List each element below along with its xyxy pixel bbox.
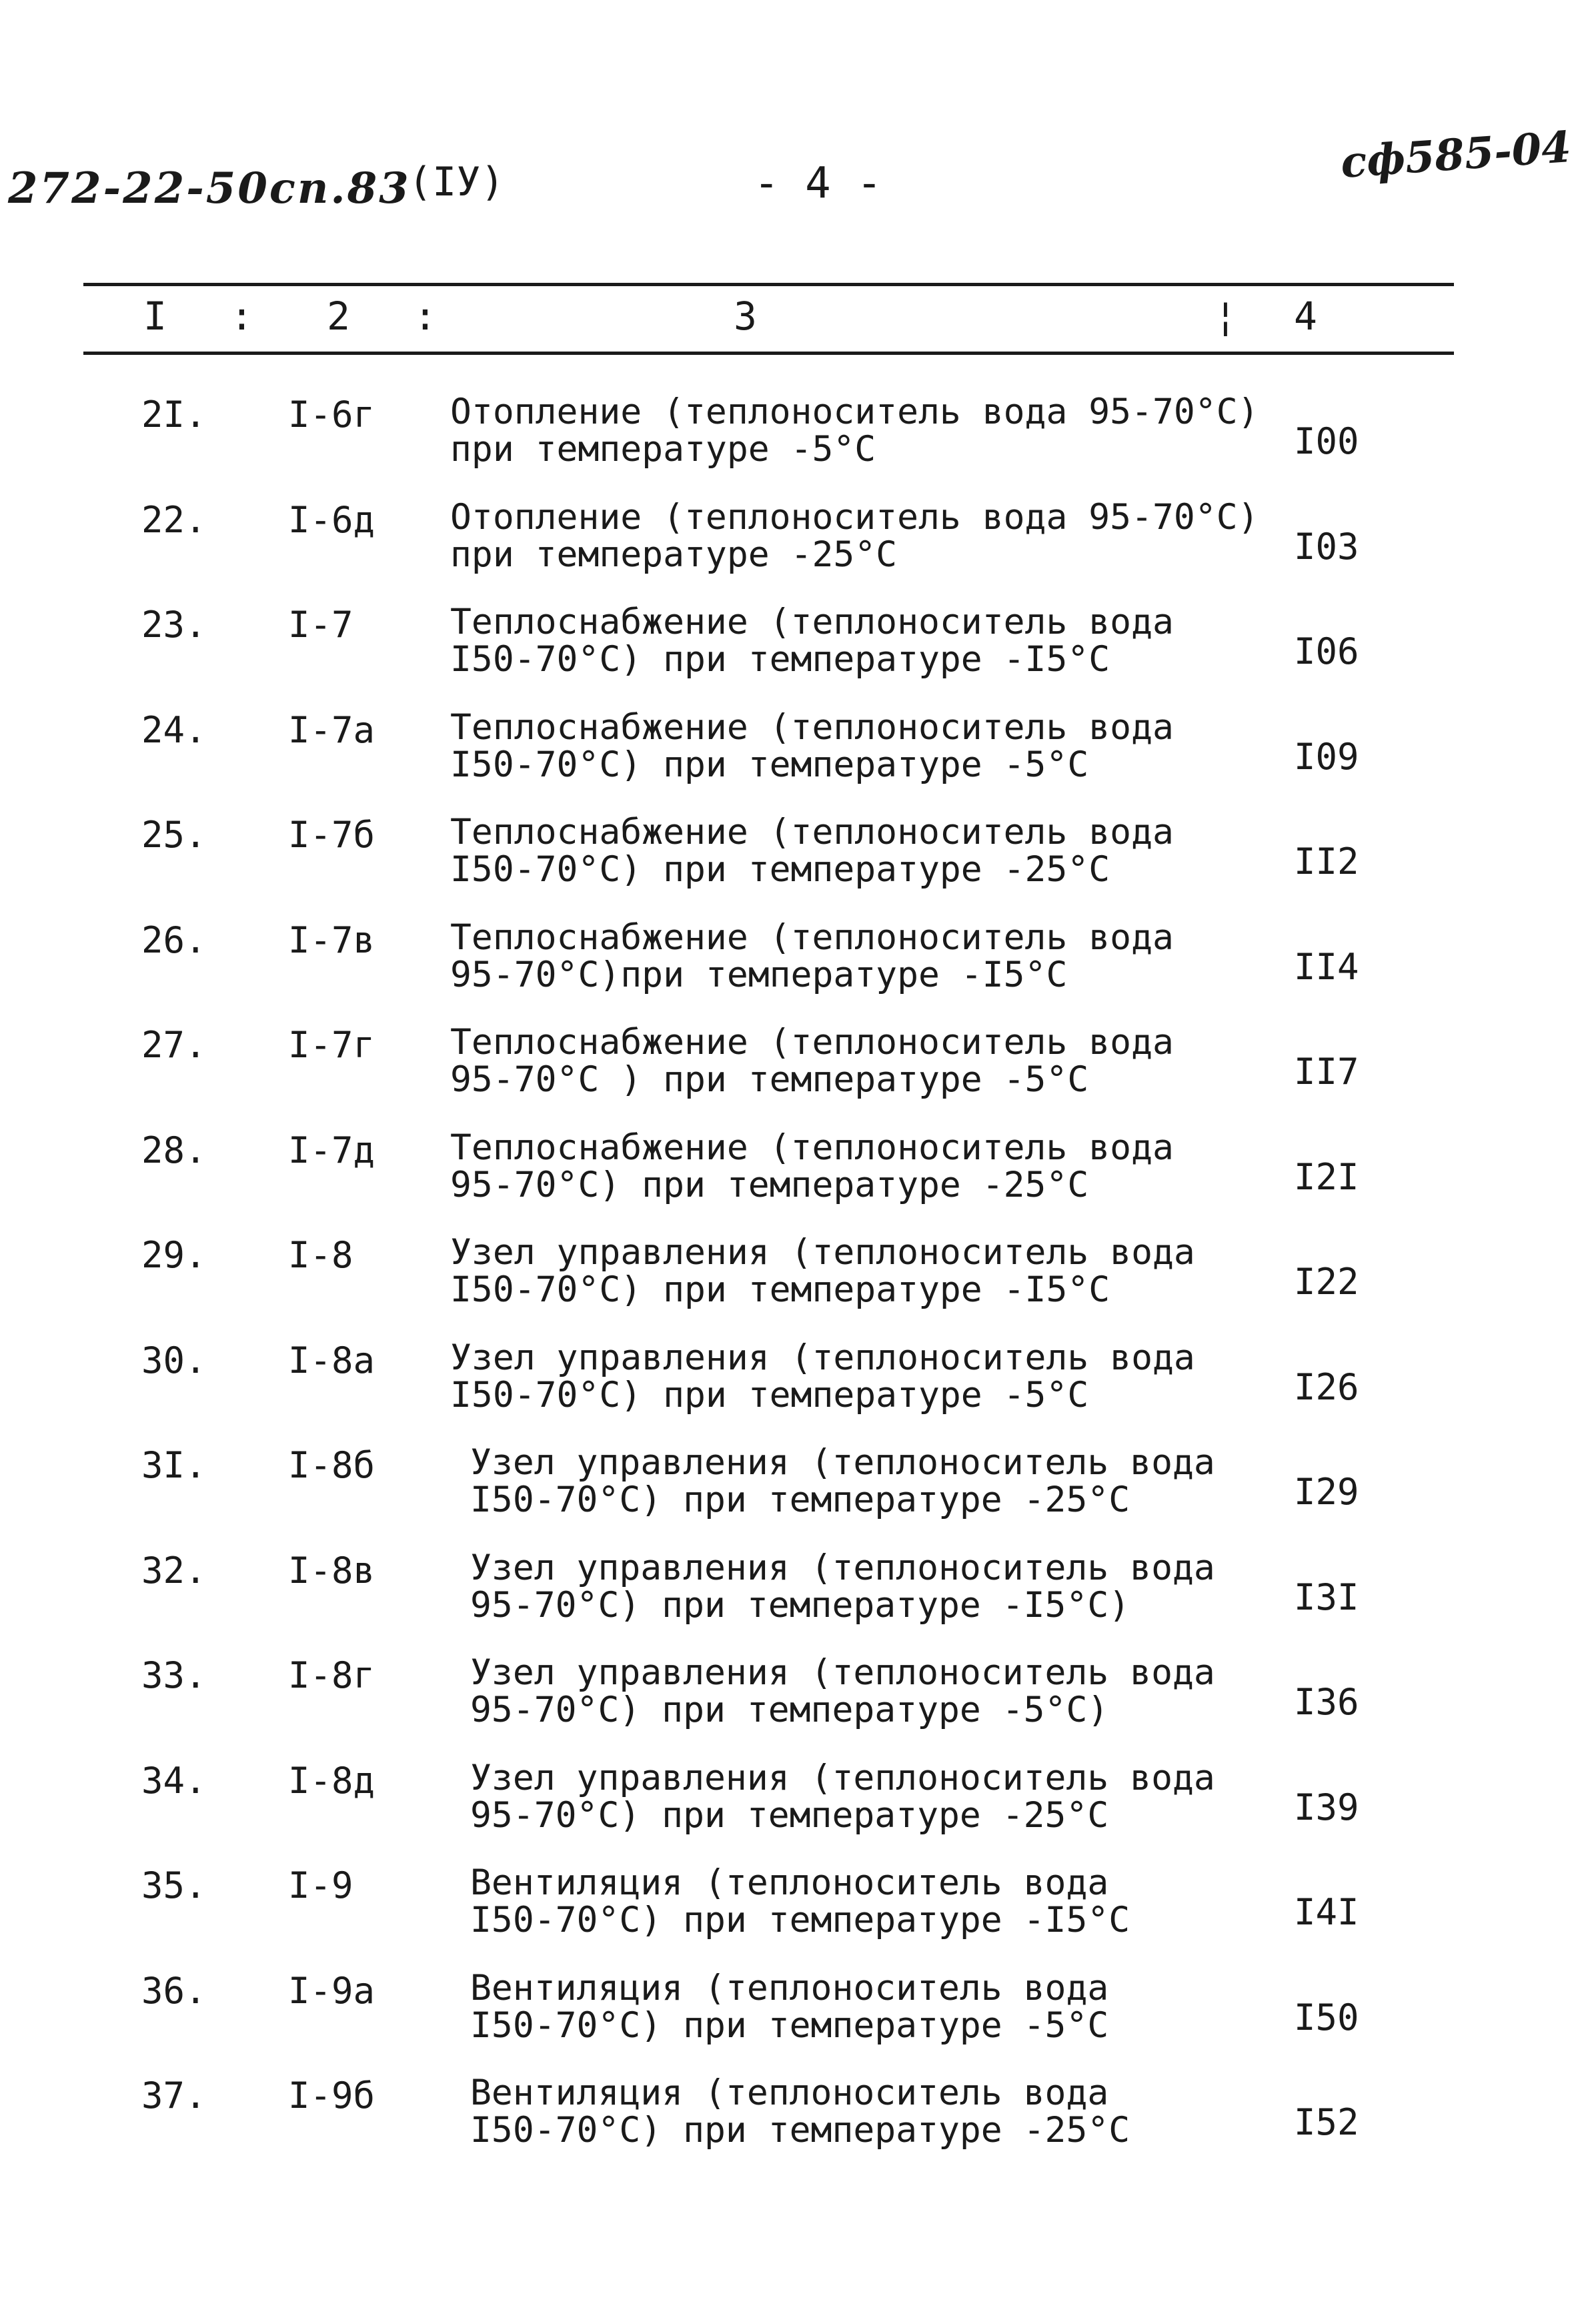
page-number: - 4 - [754, 159, 882, 208]
table-row [0, 919, 1590, 1025]
description-line-2: I50-70°С) при температуре -5°С [450, 1374, 1089, 1415]
table-row [0, 1864, 1590, 1970]
row-page: I4I [1294, 1891, 1359, 1933]
row-page: I2I [1294, 1155, 1359, 1198]
description-line-2: при температуре -5°С [450, 429, 876, 470]
table-row [0, 1024, 1590, 1129]
description-line-2: 95-70°С) при температуре -5°С) [470, 1690, 1109, 1730]
row-page: I26 [1294, 1365, 1359, 1408]
description-line-1: Теплоснабжение (теплоноситель вода [450, 812, 1174, 852]
row-code: I-8в [288, 1549, 375, 1592]
description-line-2: 95-70°С) при температуре -25°С [450, 1164, 1089, 1205]
row-code: I-8б [288, 1444, 375, 1486]
description-line-2: при температуре -25°С [450, 534, 898, 575]
row-page: II7 [1294, 1051, 1359, 1093]
row-page: I06 [1294, 630, 1359, 672]
volume-label: (IУ) [408, 159, 505, 205]
row-description [470, 2075, 1130, 2149]
table-row [0, 1547, 1590, 1655]
column-header-4: 4 [1294, 294, 1317, 339]
row-description [450, 1234, 1195, 1309]
row-number: 26. [141, 919, 207, 961]
row-description [450, 919, 1174, 994]
table-body [0, 394, 1590, 2180]
row-code: I-7д [288, 1129, 375, 1171]
row-number: 2I. [141, 394, 207, 436]
row-number: 25. [141, 814, 207, 856]
table-row [0, 1654, 1590, 1760]
table-header-rule [83, 352, 1454, 355]
row-code: I-7а [288, 708, 375, 751]
description-line-2: 95-70°С) при температуре -25°С [470, 1794, 1109, 1836]
description-line-1: Теплоснабжение (теплоноситель вода [450, 1127, 1174, 1168]
row-description [470, 1864, 1130, 1939]
description-line-2: I50-70°С) при температуре -5°С [450, 744, 1089, 785]
row-code: I-7г [288, 1024, 375, 1066]
column-header-2: 2 [327, 294, 350, 339]
row-number: 24. [141, 708, 207, 751]
column-separator: : [230, 294, 253, 339]
row-code: I-8д [288, 1759, 375, 1802]
row-code: I-7в [288, 919, 375, 961]
table-row [0, 1129, 1590, 1235]
row-page: I29 [1294, 1471, 1359, 1513]
row-code: I-6г [288, 394, 375, 436]
row-code: I-7 [288, 604, 353, 646]
row-description [450, 1339, 1195, 1414]
row-description [470, 1757, 1215, 1836]
row-number: 32. [141, 1549, 207, 1592]
row-page: I09 [1294, 735, 1359, 778]
description-line-1: Узел управления (теплоноситель вода [470, 1652, 1215, 1693]
row-page: I3I [1294, 1576, 1359, 1618]
description-line-1: Теплоснабжение (теплоноситель вода [450, 917, 1174, 958]
row-page: II4 [1294, 945, 1359, 988]
row-page: I52 [1294, 2101, 1359, 2143]
row-description [450, 706, 1174, 785]
row-page: I22 [1294, 1261, 1359, 1303]
description-line-1: Узел управления (теплоноситель вода [470, 1442, 1215, 1483]
table-row [0, 1339, 1590, 1445]
row-page: I50 [1294, 1996, 1359, 2039]
table-row [0, 496, 1590, 604]
row-code: I-9а [288, 1969, 375, 2012]
table-row [0, 814, 1590, 919]
row-page: I39 [1294, 1786, 1359, 1828]
row-description [450, 496, 1259, 575]
description-line-1: Вентиляция (теплоноситель вода [470, 1862, 1109, 1903]
row-code: I-8а [288, 1339, 375, 1381]
description-line-1: Узел управления (теплоноситель вода [470, 1757, 1215, 1798]
column-header-3: 3 [734, 294, 757, 339]
table-row [0, 394, 1590, 499]
description-line-1: Теплоснабжение (теплоноситель вода [450, 706, 1174, 748]
row-number: 35. [141, 1864, 207, 1906]
column-header-1: I [143, 294, 167, 339]
row-description [470, 1654, 1215, 1729]
description-line-1: Узел управления (теплоноситель вода [450, 1337, 1195, 1378]
table-top-rule [83, 283, 1454, 286]
description-line-2: I50-70°С) при температуре -I5°С [450, 1269, 1110, 1310]
row-number: 36. [141, 1969, 207, 2012]
description-line-1: Вентиляция (теплоноситель вода [470, 1967, 1109, 2008]
description-line-1: Отопление (теплоноситель вода 95-70°С) [450, 392, 1259, 432]
table-row [0, 706, 1590, 814]
description-line-1: Вентиляция (теплоноситель вода [470, 2073, 1109, 2113]
row-number: 3I. [141, 1444, 207, 1486]
table-row [0, 1757, 1590, 1865]
row-code: I-6д [288, 498, 375, 541]
table-row [0, 1967, 1590, 2075]
column-separator: ¦ [1214, 294, 1237, 339]
row-description [450, 394, 1259, 468]
row-page: I00 [1294, 420, 1359, 462]
row-number: 22. [141, 498, 207, 541]
row-page: I36 [1294, 1681, 1359, 1723]
description-line-2: I50-70°С) при температуре -25°С [450, 849, 1110, 890]
description-line-1: Узел управления (теплоноситель вода [450, 1232, 1195, 1273]
description-line-1: Теплоснабжение (теплоноситель вода [450, 602, 1174, 642]
row-description [450, 1024, 1174, 1099]
document-code: 272-22-50сп.83 [8, 163, 411, 213]
row-number: 30. [141, 1339, 207, 1381]
description-line-2: 95-70°С)при температуре -I5°С [450, 954, 1068, 995]
table-row [0, 1234, 1590, 1339]
description-line-1: Узел управления (теплоноситель вода [470, 1547, 1215, 1588]
description-line-2: I50-70°С) при температуре -5°С [470, 2004, 1109, 2046]
description-line-2: 95-70°С) при температуре -I5°С) [470, 1584, 1130, 1626]
row-description [450, 1129, 1174, 1204]
description-line-2: I50-70°С) при температуре -25°С [470, 1480, 1130, 1520]
description-line-1: Отопление (теплоноситель вода 95-70°С) [450, 496, 1259, 538]
description-line-2: I50-70°С) при температуре -I5°С [450, 639, 1110, 680]
description-line-2: 95-70°С ) при температуре -5°С [450, 1059, 1089, 1100]
sheet-code: сф585-04 [1339, 122, 1573, 188]
table-row [0, 1444, 1590, 1550]
row-number: 29. [141, 1234, 207, 1276]
table-row [0, 2075, 1590, 2180]
row-number: 28. [141, 1129, 207, 1171]
row-number: 33. [141, 1654, 207, 1696]
row-number: 27. [141, 1024, 207, 1066]
row-description [470, 1444, 1215, 1519]
row-page: II2 [1294, 840, 1359, 883]
column-separator: : [414, 294, 437, 339]
row-code: I-9б [288, 2075, 375, 2117]
description-line-2: I50-70°С) при температуре -I5°С [470, 1900, 1130, 1940]
row-description [470, 1967, 1109, 2046]
row-code: I-7б [288, 814, 375, 856]
row-number: 37. [141, 2075, 207, 2117]
row-code: I-8г [288, 1654, 375, 1696]
row-number: 34. [141, 1759, 207, 1802]
table-row [0, 604, 1590, 709]
row-number: 23. [141, 604, 207, 646]
row-description [450, 814, 1174, 889]
row-code: I-8 [288, 1234, 353, 1276]
description-line-2: I50-70°С) при температуре -25°С [470, 2110, 1130, 2151]
description-line-1: Теплоснабжение (теплоноситель вода [450, 1022, 1174, 1063]
row-description [450, 604, 1174, 678]
row-page: I03 [1294, 525, 1359, 568]
row-code: I-9 [288, 1864, 353, 1906]
row-description [470, 1547, 1215, 1626]
